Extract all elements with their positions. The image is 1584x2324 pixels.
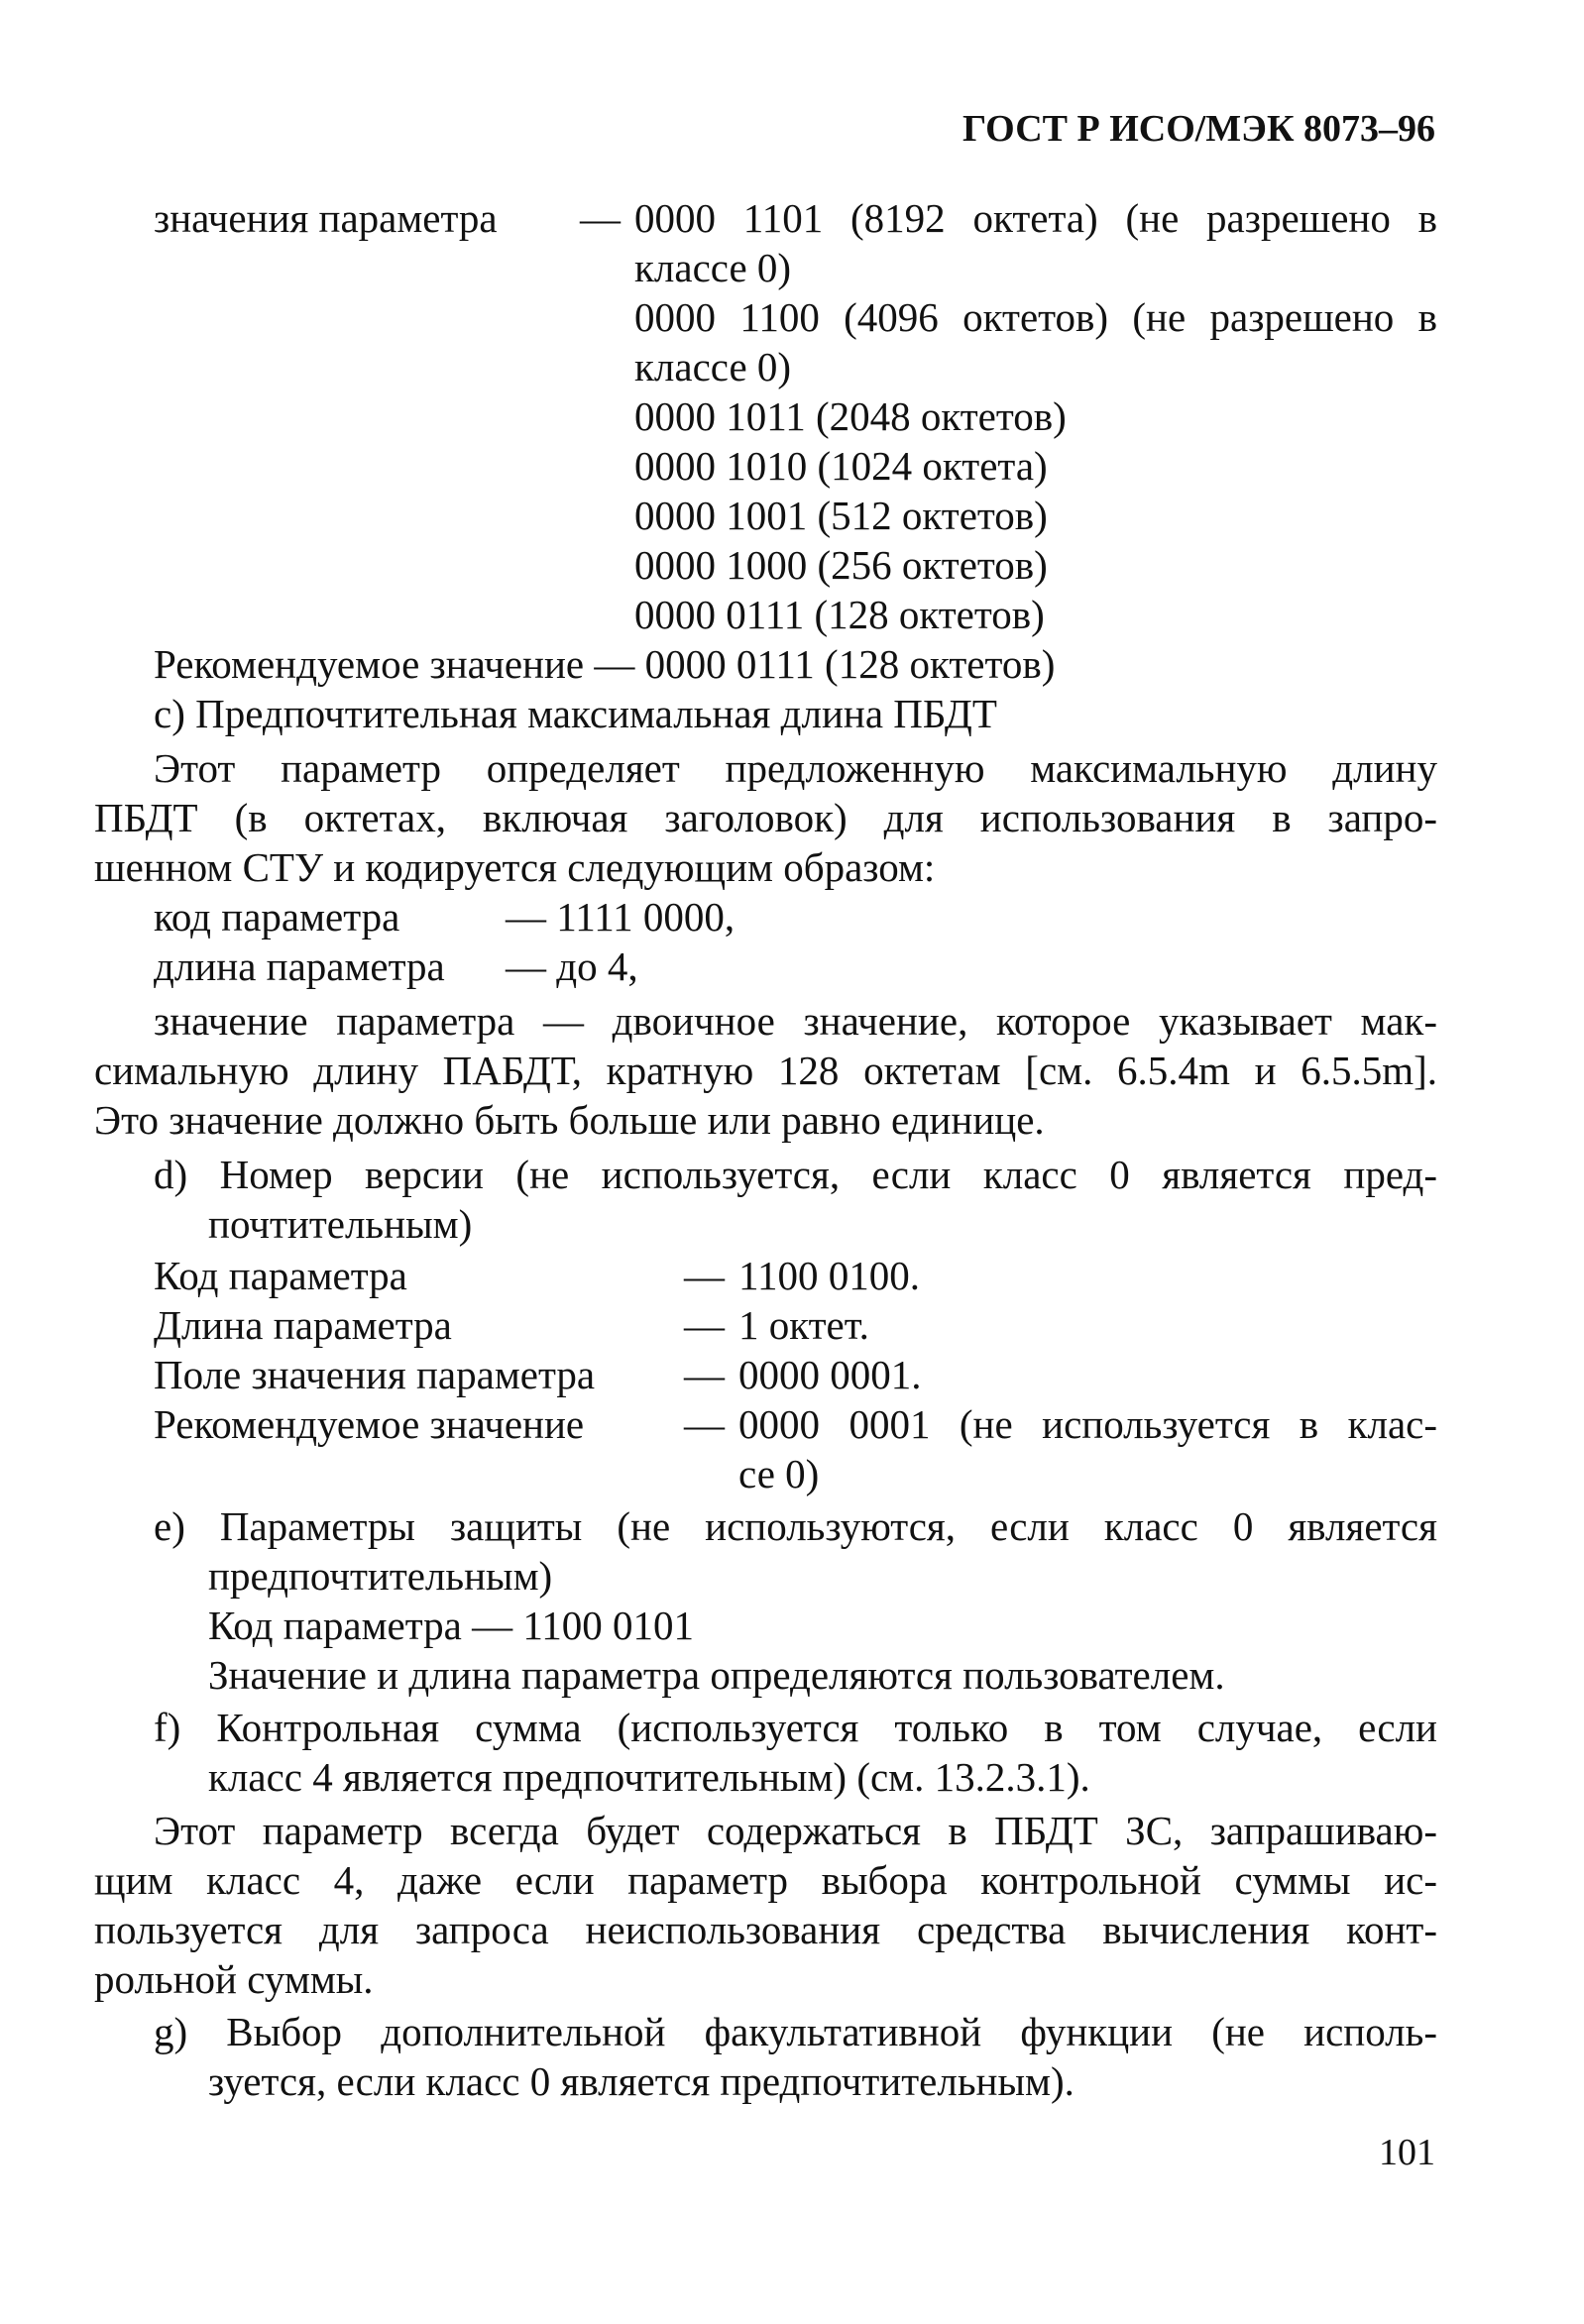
version-row-value: 0000 0001. [738,1352,922,1397]
param-value-label: значения параметра [154,195,498,241]
version-row-dash: — [684,1253,725,1298]
version-row-dash: — [684,1401,725,1447]
version-row [154,1399,1437,1449]
version-row-value: 1 октет. [738,1302,869,1348]
section-f-para-line-4: рольной суммы. [94,1956,374,2002]
value-para-line-3: Это значение должно быть больше или равно единице. [94,1097,1045,1143]
value-line-8: 0000 1000 (256 октетов) [634,542,1048,588]
version-row-label: Рекомендуемое значение [154,1401,585,1447]
param-length-value: — до 4, [506,943,638,989]
version-row-dash: — [684,1302,725,1348]
value-para-line-2: симальную длину ПАБДТ, кратную 128 октетам [см. 6.5.4m и 6.5.5m]. [94,1048,1437,1093]
value-line-9: 0000 0111 (128 октетов) [634,592,1045,637]
recommended-tail: се 0) [738,1451,820,1496]
recommended-value-line: Рекомендуемое значение — 0000 0111 (128 октетов) [154,641,1056,687]
version-row [154,1350,1437,1399]
value-para-line-1: значение параметра — двоичное значение, которое указывает мак- [154,998,1437,1044]
version-row [154,1300,1437,1350]
section-c-title: с) Предпочтительная максимальная длина ПБДТ [154,691,997,736]
section-c-para-line-1: Этот параметр определяет предложенную максимальную длину [154,745,1437,791]
section-f-para-line-2: щим класс 4, даже если параметр выбора контрольной суммы ис- [94,1857,1437,1903]
section-f-para-line-1: Этот параметр всегда будет содержаться в ПБДТ ЗС, запрашиваю- [154,1808,1437,1853]
value-line-2: классе 0) [634,245,792,290]
param-code-value: — 1111 0000, [506,894,735,940]
param-length-label: длина параметра [154,943,445,989]
section-f-title-line-1: f) Контрольная сумма (используется только в том случае, если [154,1705,1437,1750]
section-c-para-line-2: ПБДТ (в октетах, включая заголовок) для использования в запро- [94,795,1437,840]
version-row-label: Код параметра [154,1253,407,1298]
page-number: 101 [1379,2132,1435,2173]
value-line-1: 0000 1101 (8192 октета) (не разрешено в [634,195,1437,241]
section-e-note: Значение и длина параметра определяются пользователем. [208,1652,1225,1698]
version-row-label: Поле значения параметра [154,1352,596,1397]
value-line-7: 0000 1001 (512 октетов) [634,493,1048,538]
section-f-title-line-2: класс 4 является предпочтительным) (см. 13.2.3.1). [208,1754,1090,1800]
value-line-4: классе 0) [634,344,792,389]
version-row [154,1251,1437,1300]
version-row-label: Длина параметра [154,1302,452,1348]
section-g-title-line-1: g) Выбор дополнительной факультативной функции (не исполь- [154,2009,1437,2054]
section-e-title-line-1: е) Параметры защиты (не используются, если класс 0 является [154,1503,1437,1549]
section-e-title-line-2: предпочтительным) [208,1553,553,1599]
section-f-para-line-3: пользуется для запроса неиспользования средства вычисления конт- [94,1907,1437,1952]
document-header: ГОСТ Р ИСО/МЭК 8073–96 [962,108,1435,150]
param-code-label: код параметра [154,894,400,940]
section-d-title-line-2: почтительным) [208,1201,473,1247]
param-value-dash: — [580,195,621,241]
section-e-code: Код параметра — 1100 0101 [208,1603,695,1648]
version-row-dash: — [684,1352,725,1397]
value-line-5: 0000 1011 (2048 октетов) [634,393,1067,439]
section-d-title-line-1: d) Номер версии (не используется, если класс 0 является пред- [154,1152,1437,1197]
version-row-value: 1100 0100. [738,1253,920,1298]
section-c-para-line-3: шенном СТУ и кодируется следующим образом: [94,844,936,890]
version-row-value: 0000 0001 (не используется в клас- [738,1401,1437,1447]
value-line-6: 0000 1010 (1024 октета) [634,443,1048,489]
value-line-3: 0000 1100 (4096 октетов) (не разрешено в [634,294,1437,340]
section-g-title-line-2: зуется, если класс 0 является предпочтительным). [208,2058,1075,2104]
